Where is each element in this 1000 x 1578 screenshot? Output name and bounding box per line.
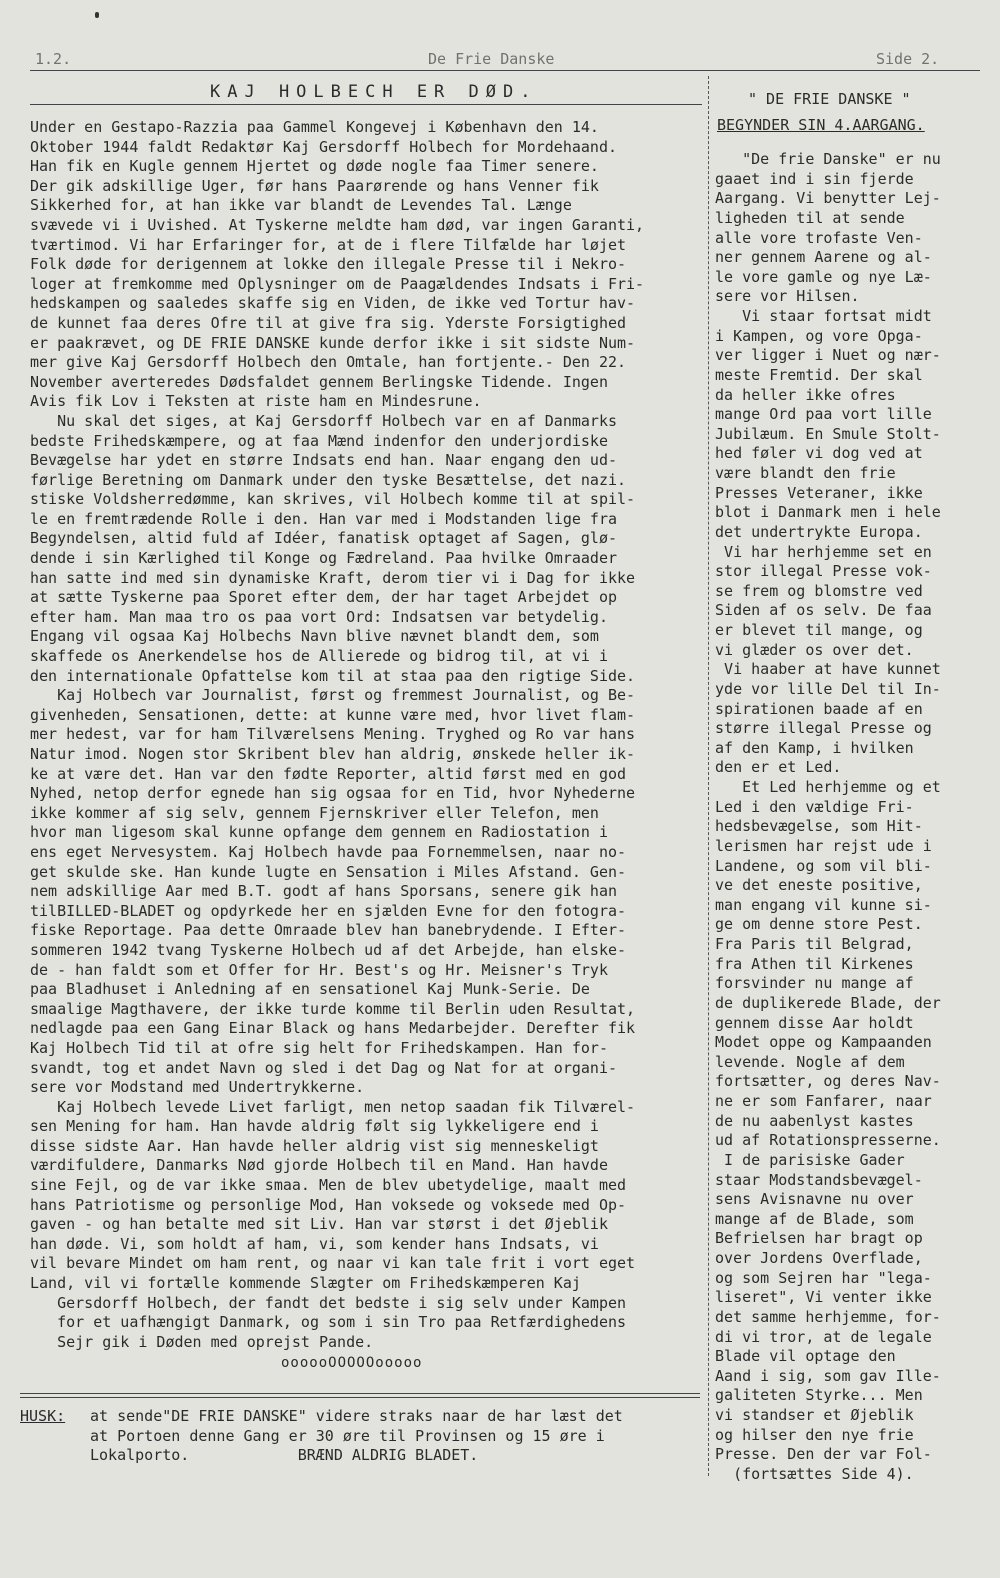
bottom-rule (20, 1393, 700, 1394)
header-page-number: Side 2. (876, 50, 940, 68)
text-line: for et uafhængigt Danmark, og som i sin Tro paa Retfærdighedens (30, 1313, 627, 1332)
text-line: hvor man ligesom skal kunne opfange dem gennem en Radiostation i (30, 823, 608, 842)
text-line: ne er som Fanfarer, naar (706, 1092, 932, 1110)
text-line: fiske Reportage. Paa dette Omraade blev han banebrydende. I Efter- (30, 921, 627, 940)
sidebar-title: " DE FRIE DANSKE " (748, 90, 911, 108)
text-line: mer hedest, var for ham Tilværelsens Mening. Tryghed og Ro var hans (30, 725, 636, 744)
text-line: og hilser den nye frie (706, 1425, 914, 1444)
text-line: tværtimod. Vi har Erfaringer for, at de i flere Tilfælde har løjet (30, 235, 627, 254)
text-line: meste Fremtid. Der skal (706, 365, 923, 384)
text-line: dende i sin Kærlighed til Konge og Fædreland. Paa hvilke Omraader (30, 549, 617, 568)
text-line: Aargang. Vi benytter Lej- (706, 189, 941, 208)
text-line: fortsætter, og deres Nav- (706, 1072, 941, 1091)
text-line: er paakrævet, og DE FRIE DANSKE kunde derfor ikke i sit sidste Num- (30, 333, 636, 352)
text-line: Under en Gestapo-Razzia paa Gammel Kongevej i København den 14. (30, 118, 599, 136)
text-line: den er et Led. (706, 758, 842, 777)
text-line: af den Kamp, i hvilken (706, 738, 914, 757)
text-line: November averteredes Dødsfaldet gennem Berlingske Tidende. Ingen (30, 372, 608, 391)
text-line: han satte ind med sin dynamiske Kraft, derom tier vi i Dag for ikke (30, 568, 636, 587)
text-line: Gersdorff Holbech, der fandt det bedste i sig selv under Kampen (30, 1293, 627, 1312)
header-rule (30, 70, 980, 71)
text-line: de kunnet faa deres Ofre til at give fra sig. Yderste Forsigtighed (30, 313, 627, 332)
text-line: det undertrykte Europa. (706, 522, 923, 541)
text-line: førlige Beretning om Danmark under den tyske Besættelse, det nazi. (30, 470, 627, 489)
text-line: ner gennem Aarene og al- (706, 248, 932, 267)
text-line: ke at være det. Han var den fødte Reporter, altid først med en god (30, 764, 627, 783)
reminder-label: HUSK: (20, 1407, 66, 1425)
text-line: (fortsættes Side 4). (706, 1464, 914, 1483)
text-line: Kaj Holbech Tid til at ofre sig helt for Frihedskampen. Han for- (30, 1038, 608, 1057)
text-line: vil bevare Mindet om ham rent, og naar vi kan tale frit i vort eget (30, 1254, 636, 1273)
text-line: hans Patriotisme og personlige Mod, Han voksede og voksede med Op- (30, 1195, 627, 1214)
text-line: Modet oppe og Kampaanden (706, 1033, 932, 1052)
text-line: stiske Voldsherredømme, kan skrives, vil Holbech komme til at spil- (30, 490, 636, 509)
text-line: Landene, og som vil bli- (706, 856, 932, 875)
text-line: i Kampen, og vore Opga- (706, 326, 923, 345)
text-line: være blandt den frie (706, 464, 896, 482)
text-line: Nu skal det siges, at Kaj Gersdorff Holbech var en af Danmarks (30, 411, 617, 430)
text-line: større illegal Presse og (706, 719, 932, 738)
text-line: lerismen har rejst ude i (706, 836, 932, 855)
text-line: Led i den vældige Fri- (706, 797, 914, 816)
text-line: fra Athen til Kirkenes (706, 954, 914, 973)
text-line: sens Avisnavne nu over (706, 1190, 914, 1209)
text-line: get skulde ske. Han kunde lugte en Sensation i Miles Afstand. Gen- (30, 862, 627, 881)
text-line: Bevægelse har ydet en større Indsats end han. Naar engang den ud- (30, 451, 617, 470)
text-line: sommeren 1942 tvang Tyskerne Holbech ud af det Arbejde, han elske- (30, 940, 627, 959)
text-line: Siden af os selv. De faa (706, 601, 932, 620)
text-line: svævede vi i Uvished. At Tyskerne meldte ham død, var ingen Garanti, (30, 215, 645, 234)
text-line: Land, vil vi fortælle kommende Slægter om Frihedskæmperen Kaj (30, 1274, 581, 1293)
text-line: hedskampen og saaledes skaffe sig en Viden, de ikke ved Tortur hav- (30, 294, 636, 313)
text-line: gaaet ind i sin fjerde (706, 169, 914, 188)
text-line: sere vor Hilsen. (706, 287, 860, 306)
text-line: Sikkerhed for, at han ikke var blandt de Levendes Tal. Længe (30, 196, 572, 215)
text-line: bedste Frihedskæmpere, og at faa Mænd indenfor den underjordiske (30, 431, 608, 450)
text-line: Presses Veteraner, ikke (706, 483, 923, 502)
text-line: Avis fik Lov i Teksten at riste ham en Mindesrune. (30, 392, 482, 411)
text-line: gaven - og han betalte med sit Liv. Han var størst i det Øjeblik (30, 1215, 608, 1234)
text-line: Natur imod. Nogen stor Skribent blev han aldrig, ønskede heller ik- (30, 745, 636, 763)
text-line: svandt, tog et andet Navn og sled i det Dag og Nat for at organi- (30, 1058, 617, 1077)
text-line: de duplikerede Blade, der (706, 993, 941, 1012)
text-line: Jubilæum. En Smule Stolt- (706, 424, 941, 443)
text-line: at Portoen denne Gang er 30 øre til Provinsen og 15 øre i (90, 1426, 605, 1445)
text-line: Kaj Holbech levede Livet farligt, men netop saadan fik Tilværel- (30, 1097, 636, 1116)
text-line: Han fik en Kugle gennem Hjertet og døde nogle faa Timer senere. (30, 157, 599, 176)
article-end-mark: oooooOOOOOooooo (281, 1355, 423, 1371)
text-line: at sende"DE FRIE DANSKE" videre straks naar de har læst det (90, 1407, 623, 1425)
text-line: I de parisiske Gader (706, 1150, 905, 1169)
bottom-rule (20, 1397, 700, 1398)
text-line: Nyhed, netop derfor egnede han sig ogsaa for en Tid, hvor Nyhederne (30, 784, 636, 803)
text-line: ens eget Nervesystem. Kaj Holbech havde paa Fornemmelsen, naar no- (30, 842, 627, 861)
text-line: disse sidste Aar. Han havde heller aldrig vist sig menneskeligt (30, 1136, 599, 1155)
text-line: alle vore trofaste Ven- (706, 228, 923, 247)
text-line: Blade vil optage den (706, 1347, 896, 1366)
text-line: hed føler vi dog ved at (706, 444, 923, 463)
text-line: Folk døde for derigennem at lokke den illegale Presse til i Nekro- (30, 255, 627, 274)
text-line: paa Bladhuset i Anledning af en sensationel Kaj Munk-Serie. De (30, 980, 590, 999)
text-line: forsvinder nu mange af (706, 974, 914, 993)
header-paper-name: De Frie Danske (428, 50, 555, 68)
text-line: værdifuldere, Danmarks Nød gjorde Holbech til en Mand. Han havde (30, 1156, 608, 1175)
text-line: at sætte Tyskerne paa Sporet efter dem, der har taget Arbejdet op (30, 588, 617, 607)
text-line: ve det eneste positive, (706, 876, 923, 895)
text-line: Vi staar fortsat midt (706, 307, 932, 325)
title-rule (30, 104, 702, 105)
sidebar-body (706, 150, 941, 1485)
text-line: di vi tror, at de legale (706, 1327, 932, 1346)
text-line: se frem og blomstre ved (706, 581, 923, 600)
text-line: de nu aabenlyst kastes (706, 1111, 914, 1130)
text-line: Begyndelsen, altid fuld af Idéer, fanatisk optaget af Sagen, glø- (30, 529, 617, 548)
text-line: de - han faldt som et Offer for Hr. Best's og Hr. Meisner's Tryk (30, 960, 608, 979)
text-line: Der gik adskillige Uger, før hans Paarørende og hans Venner fik (30, 176, 599, 195)
text-line: levende. Nogle af dem (706, 1052, 905, 1071)
text-line: efter ham. Man maa tro os paa vort Ord: Indsatsen var betydelig. (30, 607, 608, 626)
text-line: sere vor Modstand med Undertrykkerne. (30, 1078, 365, 1097)
text-line: er blevet til mange, og (706, 621, 923, 639)
text-line: vi glæder os over det. (706, 640, 914, 659)
text-line: blot i Danmark men i hele (706, 503, 941, 522)
article-body (30, 118, 710, 1352)
text-line: Sejr gik i Døden med oprejst Pande. (30, 1332, 374, 1351)
text-line: gennem disse Aar holdt (706, 1013, 914, 1032)
text-line: Vi haaber at have kunnet (706, 660, 941, 679)
text-line: Engang vil ogsaa Kaj Holbechs Navn blive nævnet blandt dem, som (30, 627, 599, 646)
text-line: ligheden til at sende (706, 208, 905, 227)
text-line: ver ligger i Nuet og nær- (706, 346, 941, 365)
text-line: da heller ikke ofres (706, 385, 896, 404)
text-line: mange Ord paa vort lille (706, 405, 932, 424)
text-line: Vi har herhjemme set en (706, 542, 932, 561)
text-line: staar Modstandsbevægel- (706, 1170, 923, 1189)
text-line: ikke kommer af sig selv, gennem Fjernskriver eller Telefon, men (30, 803, 599, 822)
text-line: Befrielsen har bragt op (706, 1229, 923, 1248)
text-line: den internationale Opfattelse kom til at staa paa den rigtige Side. (30, 666, 636, 685)
text-line: le vore gamle og nye Læ- (706, 267, 932, 286)
text-line: stor illegal Presse vok- (706, 562, 932, 581)
text-line: liseret", Vi venter ikke (706, 1288, 932, 1307)
text-line: nedlagde paa een Gang Einar Black og hans Medarbejder. Derefter fik (30, 1019, 636, 1038)
header-issue-number: 1.2. (35, 50, 72, 68)
ink-speck (95, 12, 99, 18)
text-line: galiteten Styrke... Men (706, 1386, 923, 1405)
text-line: Fra Paris til Belgrad, (706, 935, 914, 953)
text-line: vi standser et Øjeblik (706, 1406, 914, 1424)
text-line: tilBILLED-BLADET og opdyrkede her en sjælden Evne for den fotogra- (30, 901, 627, 920)
text-line: Lokalporto. BRÆND ALDRIG BLADET. (90, 1446, 479, 1465)
text-line: sine Fejl, og de var ikke smaa. Men de blev ubetydelige, maalt med (30, 1176, 627, 1195)
text-line: mer give Kaj Gersdorff Holbech den Omtale, han fortjente.- Den 22. (30, 353, 627, 372)
text-line: Oktober 1944 faldt Redaktør Kaj Gersdorff Holbech for Mordehaand. (30, 137, 617, 156)
text-line: Et Led herhjemme og et (706, 778, 941, 796)
text-line: det samme herhjemme, for- (706, 1307, 941, 1326)
text-line: han døde. Vi, som holdt af ham, vi, som kender hans Indsats, vi (30, 1234, 599, 1253)
article-title: KAJ HOLBECH ER DØD. (210, 82, 538, 102)
text-line: Aand i sig, som gav Ille- (706, 1366, 941, 1385)
text-line: "De frie Danske" er nu (706, 150, 941, 168)
text-line: hedsbevægelse, som Hit- (706, 817, 923, 836)
text-line: ud af Rotationspresserne. (706, 1131, 941, 1150)
text-line: over Jordens Overflade, (706, 1249, 923, 1267)
text-line: yde vor lille Del til In- (706, 679, 941, 698)
text-line: loger at fremkomme med Oplysninger om de Paagældendes Indsats i Fri- (30, 274, 645, 293)
text-line: givenheden, Sensationen, dette: at kunne være med, hvor livet flam- (30, 705, 636, 724)
text-line: smaalige Magthavere, der ikke turde komme til Berlin uden Resultat, (30, 999, 636, 1018)
sidebar-subtitle: BEGYNDER SIN 4.AARGANG. (717, 116, 925, 134)
text-line: sen Mening for ham. Han havde aldrig følt sig lykkeligere end i (30, 1117, 599, 1136)
text-line: mange af de Blade, som (706, 1209, 914, 1228)
text-line: spirationen baade af en (706, 699, 923, 718)
text-line: og som Sejren har "lega- (706, 1268, 932, 1287)
text-line: Kaj Holbech var Journalist, først og fremmest Journalist, og Be- (30, 686, 636, 705)
text-line: nem adskillige Aar med B.T. godt af hans Sporsans, senere gik han (30, 882, 617, 901)
text-line: skaffede os Anerkendelse hos de Allierede og bidrog til, at vi i (30, 647, 608, 666)
text-line: le en fremtrædende Rolle i den. Han var med i Modstanden lige fra (30, 509, 617, 528)
text-line: ge om denne store Pest. (706, 915, 923, 934)
text-line: man engang vil kunne si- (706, 895, 932, 914)
reminder-text (90, 1407, 623, 1466)
text-line: Presse. Den der var Fol- (706, 1445, 932, 1464)
